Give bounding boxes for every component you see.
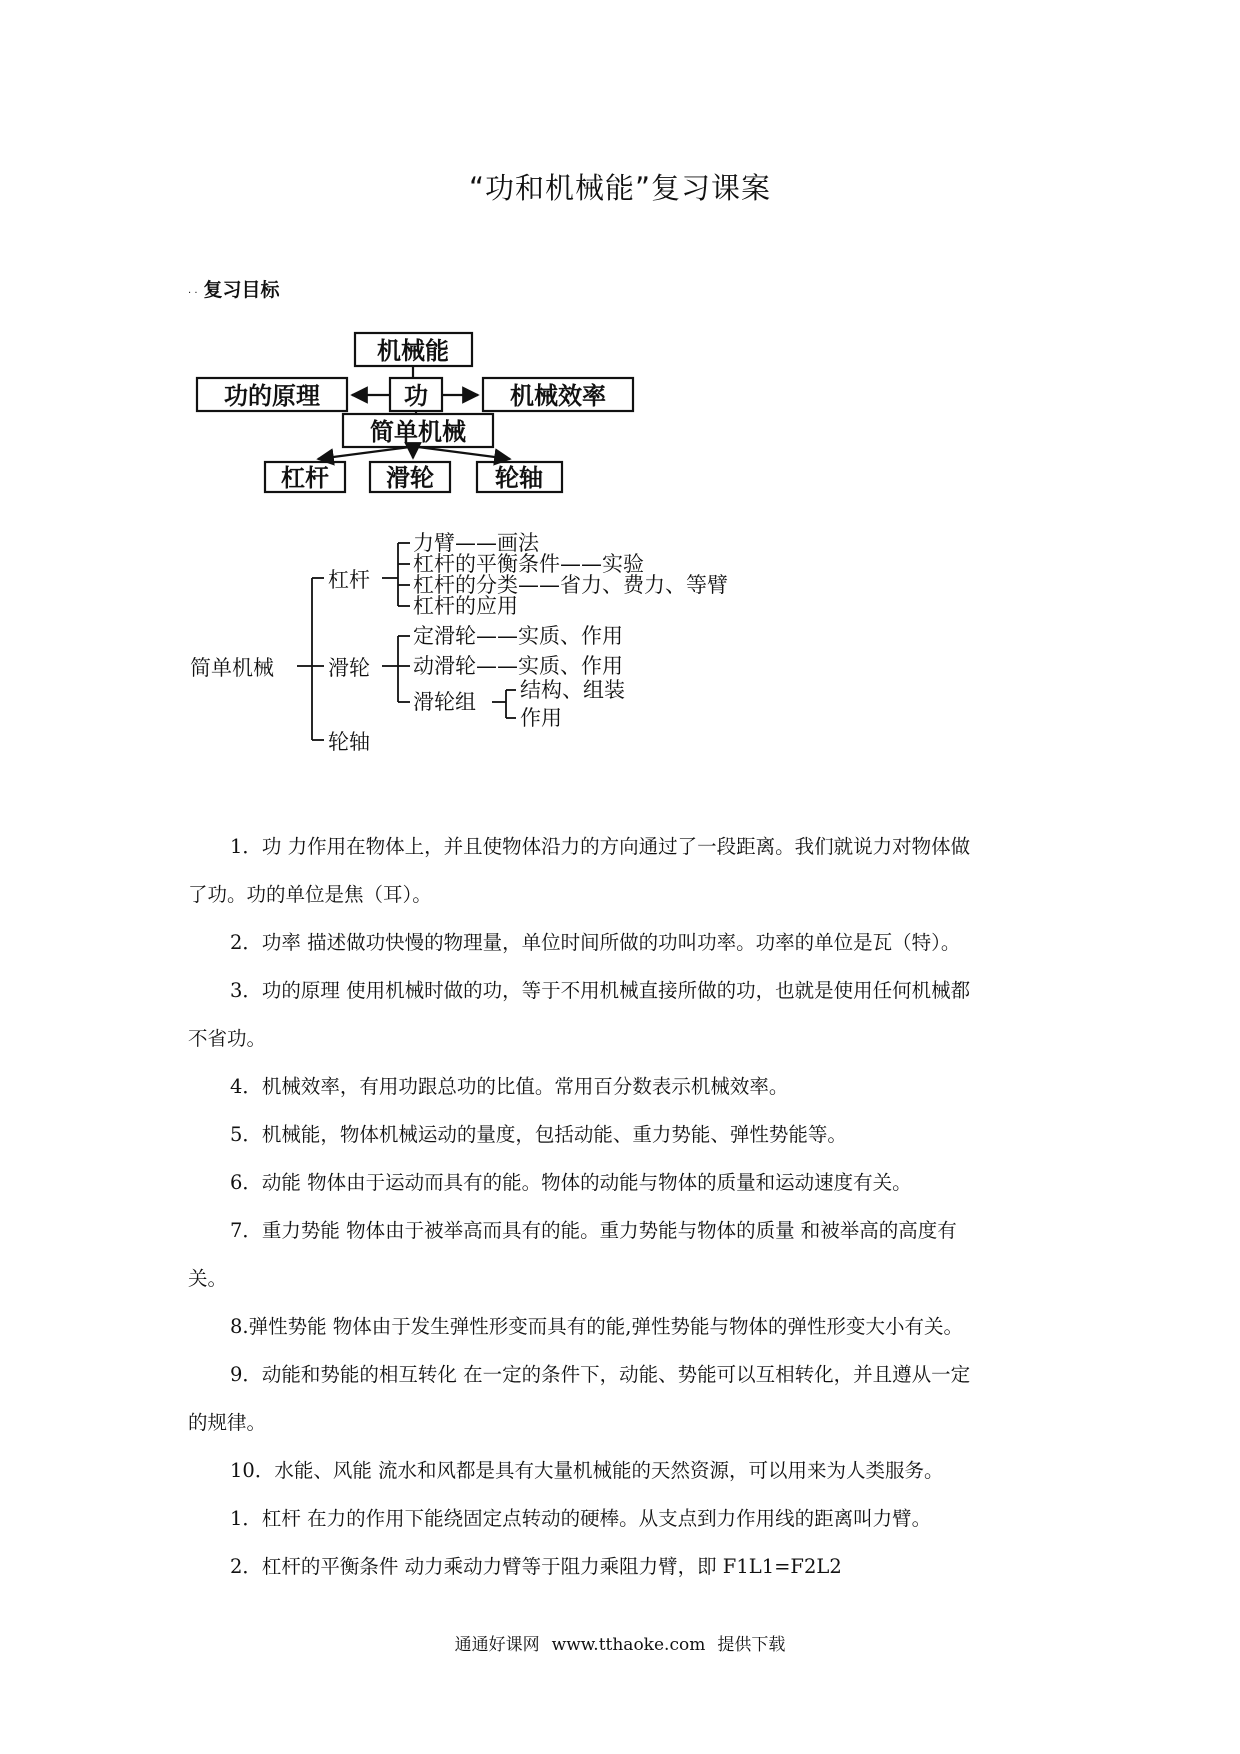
paragraph-line: 2．杠杆的平衡条件 动力乘动力臂等于阻力乘阻力臂，即 F1L1=F2L2 [230,1555,842,1578]
paragraph [188,823,1058,919]
paragraph-line: 2．功率 描述做功快慢的物理量，单位时间所做的功叫功率。功率的单位是瓦（特）。 [230,931,961,954]
paragraph-line: 关。 [188,1267,228,1290]
tree-lever: 杠杆 [328,568,370,592]
paragraph [188,1447,1058,1495]
paragraph-line: 7．重力势能 物体由于被举高而具有的能。重力势能与物体的质量 和被举高的高度有 [230,1219,957,1242]
paragraph [188,1495,1058,1543]
paragraph [188,1063,1058,1111]
label-work-principle: 功的原理 [224,382,320,410]
label-lever: 杠杆 [281,464,329,492]
tree-pulley-group-item: 作用 [520,706,562,730]
section-heading-text: 复习目标 [203,279,280,301]
label-simple-machine: 简单机械 [370,418,466,446]
footer-site: 通通好课网 [454,1635,540,1655]
tree-pulley-item: 动滑轮——实质、作用 [413,654,623,678]
section-marker: . . [188,285,198,296]
paragraph [188,967,1058,1063]
tree-pulley-group: 滑轮组 [413,690,476,714]
page-footer [0,1630,1240,1655]
tree-lever-item: 杠杆的平衡条件——实验 [413,552,644,576]
label-pulley: 滑轮 [386,464,434,492]
paragraph [188,1351,1058,1447]
paragraph-line: 6．动能 物体由于运动而具有的能。物体的动能与物体的质量和运动速度有关。 [230,1171,912,1194]
tree-pulley-item: 定滑轮——实质、作用 [413,624,623,648]
paragraph [188,919,1058,967]
paragraph-line: 4．机械效率，有用功跟总功的比值。常用百分数表示机械效率。 [230,1075,789,1098]
label-efficiency: 机械效率 [510,382,606,410]
tree-lever-item: 力臂——画法 [413,531,539,555]
label-work: 功 [404,382,428,410]
paragraph-line: 不省功。 [188,1027,267,1050]
paragraph-line: 5．机械能，物体机械运动的量度，包括动能、重力势能、弹性势能等。 [230,1123,847,1146]
paragraph-line: 9．动能和势能的相互转化 在一定的条件下，动能、势能可以互相转化，并且遵从一定 [230,1363,971,1386]
footer-url: www.tthaoke.com [551,1635,706,1655]
footer-note: 提供下载 [717,1635,786,1655]
tree-pulley-group-item: 结构、组装 [520,678,625,702]
paragraph [188,1543,1058,1591]
simple-machine-tree [0,0,1240,780]
paragraph [188,1111,1058,1159]
paragraph [188,1207,1058,1303]
paragraph-line: 了功。功的单位是焦（耳）。 [188,883,432,906]
paragraph-line: 3．功的原理 使用机械时做的功，等于不用机械直接所做的功，也就是使用任何机械都 [230,979,971,1002]
page-title: “功和机械能”复习课案 [468,171,772,205]
paragraph [188,1303,1058,1351]
paragraph-line: 10．水能、风能 流水和风都是具有大量机械能的天然资源，可以用来为人类服务。 [230,1459,944,1482]
paragraph-line: 1．功 力作用在物体上，并且使物体沿力的方向通过了一段距离。我们就说力对物体做 [230,835,971,858]
paragraph-line: 1．杠杆 在力的作用下能绕固定点转动的硬棒。从支点到力作用线的距离叫力臂。 [230,1507,932,1530]
tree-lever-item: 杠杆的分类——省力、费力、等臂 [413,573,728,597]
paragraph [188,1159,1058,1207]
paragraph-line: 8.弹性势能 物体由于发生弹性形变而具有的能,弹性势能与物体的弹性形变大小有关。 [230,1315,964,1338]
label-mechanical-energy: 机械能 [377,337,449,365]
tree-wheel-axle: 轮轴 [328,730,370,754]
tree-pulley: 滑轮 [328,656,370,680]
tree-lever-item: 杠杆的应用 [413,594,518,618]
label-wheel-axle: 轮轴 [495,464,543,492]
tree-root: 简单机械 [190,656,274,680]
paragraph-line: 的规律。 [188,1411,267,1434]
